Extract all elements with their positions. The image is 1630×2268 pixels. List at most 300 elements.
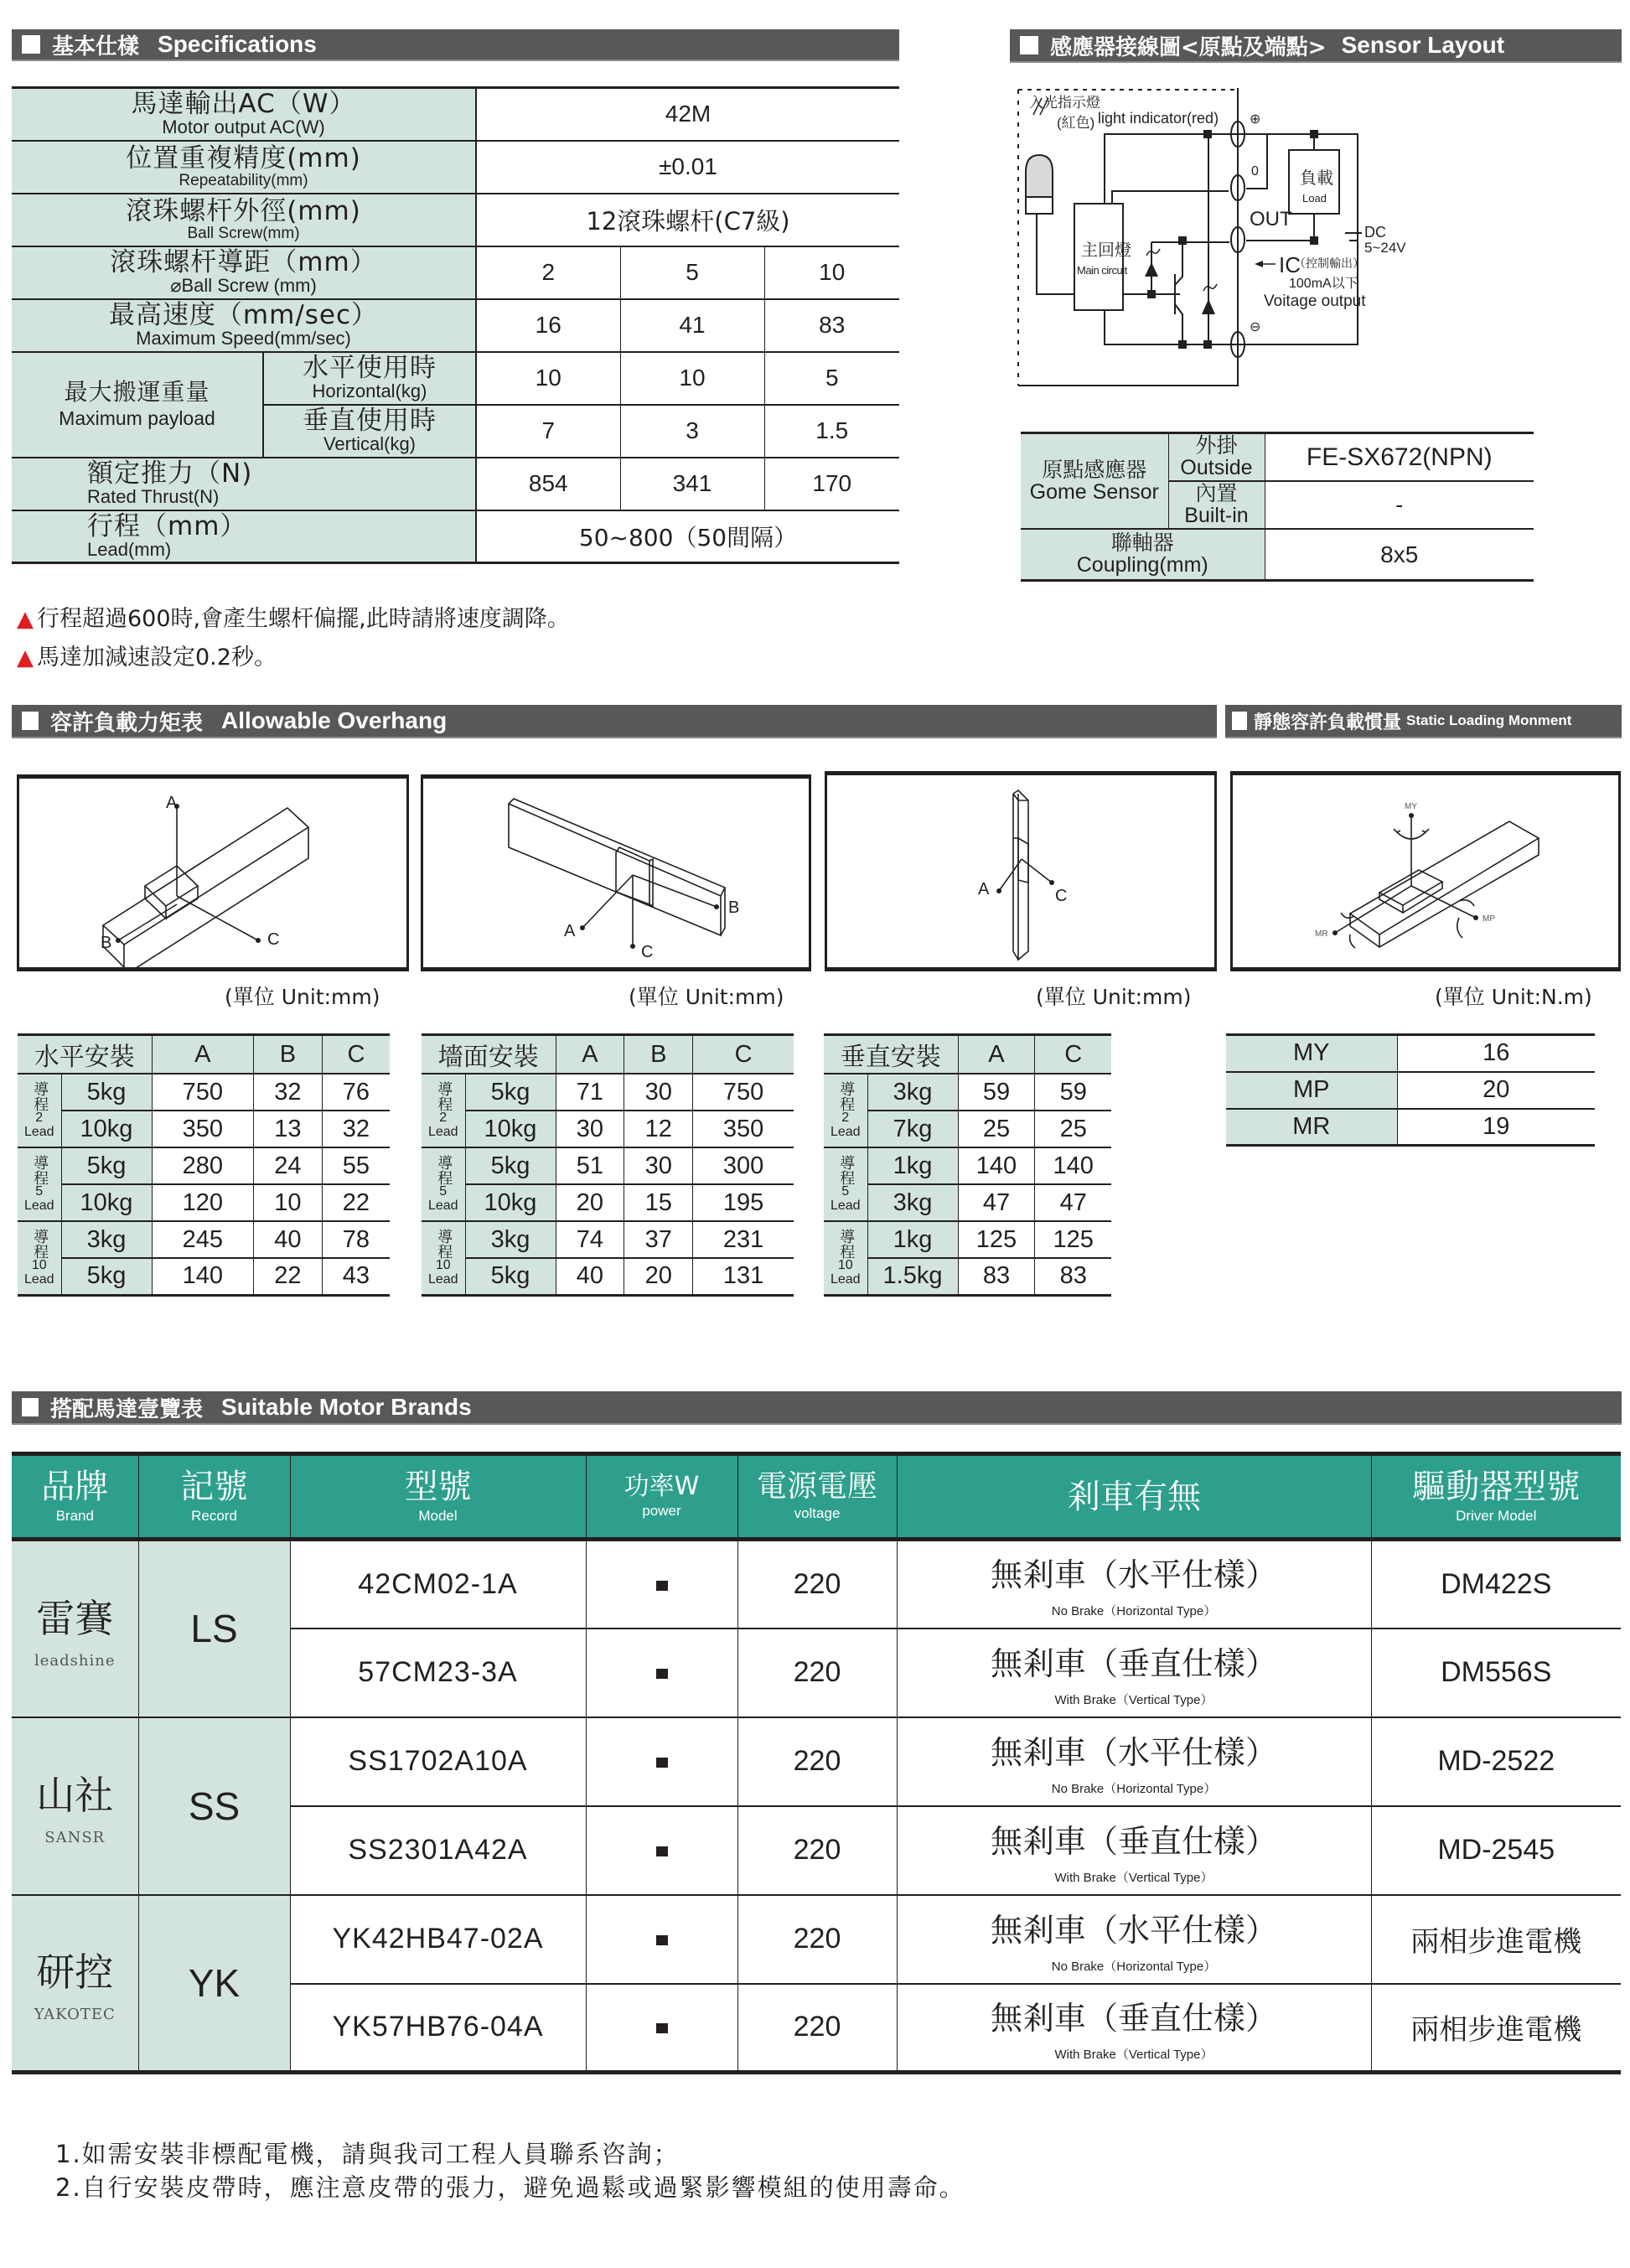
coupling-value: 8x5 — [1265, 529, 1534, 581]
col-brake — [897, 1454, 1371, 1540]
brand-name-en: leadshine — [34, 1651, 116, 1670]
section-title-zh: 容許負載力矩表 — [50, 710, 204, 736]
plus-terminal-icon: ⊕ — [1250, 112, 1261, 127]
square-bullet-icon — [22, 712, 39, 730]
overhang-data-row — [824, 1184, 1111, 1221]
label-zh: 水平使用時 — [303, 353, 437, 383]
spec-row-repeatability — [12, 141, 899, 194]
column-header: C — [693, 1035, 794, 1074]
mount-type-header: 垂直安裝 — [824, 1035, 958, 1074]
column-header: A — [958, 1035, 1035, 1074]
load-weight: 1kg — [867, 1147, 958, 1184]
indicator-label-en: light indicator(red) — [1098, 110, 1219, 127]
brake-zh: 無剎車（水平仕樣） — [990, 1733, 1277, 1771]
label-zh: 位置重複精度(mm) — [126, 142, 361, 173]
spec-row-thrust — [12, 458, 899, 510]
load-zh: 負載 — [1300, 169, 1333, 188]
overhang-value: 140 — [152, 1258, 254, 1295]
dash-icon — [656, 1846, 668, 1856]
overhang-value: 30 — [624, 1147, 693, 1184]
spec-value: 16 — [476, 299, 620, 352]
spec-value: 341 — [620, 458, 764, 510]
lead-label-zh: 導程 — [435, 1155, 453, 1186]
overhang-value: 24 — [254, 1147, 323, 1184]
overhang-value: 40 — [254, 1221, 323, 1258]
lead-label — [422, 1147, 465, 1221]
ic-current: 100mA以下 — [1289, 277, 1358, 291]
moment-value: 20 — [1397, 1072, 1595, 1109]
dash-icon — [656, 1669, 668, 1679]
brand-name-zh: 山社 — [36, 1773, 114, 1818]
sensor-spec-table — [1021, 432, 1534, 582]
brand-name-en: SANSR — [44, 1829, 106, 1846]
overhang-value: 83 — [1035, 1258, 1111, 1295]
overhang-value: 32 — [254, 1074, 323, 1111]
lead-label-zh: 導程 — [837, 1155, 856, 1186]
label-zh: 滾珠螺杆導距（mm） — [110, 247, 377, 277]
brake-en: No Brake（Horizontal Type） — [1051, 1959, 1217, 1974]
brand-name-en: YAKOTEC — [34, 2006, 116, 2024]
dash-icon — [656, 2023, 668, 2033]
header-zh: 型號 — [404, 1467, 472, 1506]
spec-value: 42M — [476, 88, 899, 141]
col-brand — [12, 1454, 138, 1540]
overhang-data-row — [18, 1258, 390, 1295]
lead-label-zh: 導程 — [837, 1081, 856, 1112]
overhang-value: 25 — [1035, 1111, 1111, 1147]
power-cell — [586, 1806, 737, 1895]
header-en: Brand — [55, 1507, 94, 1524]
spec-row-stroke — [12, 510, 899, 563]
overhang-value: 13 — [254, 1111, 323, 1147]
header-en: voltage — [794, 1505, 841, 1522]
power-cell — [586, 1895, 737, 1984]
section-title-zh: 基本仕樣 — [52, 34, 140, 60]
note-1 — [17, 600, 570, 633]
spec-value: 5 — [764, 352, 899, 405]
spec-value: 1.5 — [764, 405, 899, 458]
moment-row — [1226, 1072, 1595, 1109]
moment-label-my: MY — [1405, 802, 1417, 811]
wall-mount-diagram — [421, 774, 811, 971]
overhang-data-row — [18, 1184, 390, 1221]
label-en: Horizontal(kg) — [312, 381, 427, 401]
column-header: C — [1035, 1035, 1111, 1074]
label-en: ⌀Ball Screw (mm) — [170, 275, 317, 296]
overhang-value: 51 — [556, 1147, 624, 1184]
overhang-value: 59 — [1035, 1074, 1111, 1111]
overhang-value: 40 — [556, 1258, 624, 1295]
horizontal-mount-diagram — [17, 774, 409, 971]
overhang-data-row — [18, 1221, 390, 1258]
sensor-row-coupling — [1021, 529, 1534, 581]
wall-mount-table — [422, 1033, 794, 1297]
overhang-value: 20 — [556, 1184, 624, 1221]
spec-row-lead — [12, 246, 899, 299]
load-weight: 7kg — [867, 1111, 958, 1147]
load-weight: 1kg — [867, 1221, 958, 1258]
axis-label-b: B — [101, 934, 112, 952]
overhang-value: 78 — [322, 1221, 390, 1258]
label-zh: 垂直使用時 — [303, 406, 437, 436]
section-title-zh: 靜態容許負載慣量 — [1254, 712, 1402, 733]
overhang-value: 131 — [693, 1258, 794, 1295]
brake-cell — [897, 1895, 1371, 1984]
section-title-en: Static Loading Monment — [1406, 712, 1572, 728]
overhang-value: 25 — [958, 1111, 1035, 1147]
label-en: Rated Thrust(N) — [87, 486, 220, 507]
sensor-row-outside — [1021, 433, 1534, 481]
axis-label-a: A — [978, 880, 990, 898]
axis-label-c: C — [267, 930, 280, 949]
label-zh: 外掛 — [1195, 433, 1238, 458]
label-zh: 行程（mm） — [87, 510, 247, 541]
brake-en: With Brake（Vertical Type） — [1054, 1870, 1213, 1885]
brake-zh: 無剎車（垂直仕樣） — [990, 1644, 1277, 1682]
voltage-value: 220 — [737, 1984, 897, 2073]
motor-row — [12, 1717, 1621, 1806]
axis-label-b: B — [728, 898, 740, 917]
driver-model: DM422S — [1371, 1540, 1621, 1629]
header-en: power — [642, 1503, 681, 1520]
column-header: B — [624, 1035, 693, 1074]
specifications-section-header — [12, 29, 899, 61]
label-zh: 額定推力（N) — [87, 458, 253, 489]
label-zh: 馬達輸出AC（W） — [131, 89, 356, 120]
label-en: Gome Sensor — [1029, 479, 1159, 504]
lead-value: 10 — [837, 1257, 853, 1272]
brake-zh: 無剎車（垂直仕樣） — [990, 1822, 1277, 1860]
load-weight: 3kg — [867, 1184, 958, 1221]
load-weight: 3kg — [61, 1221, 152, 1258]
lead-label — [824, 1221, 867, 1295]
square-bullet-icon — [1020, 36, 1038, 54]
lead-label-en: Lead — [830, 1271, 861, 1287]
label-en: Motor output AC(W) — [162, 117, 325, 138]
overhang-value: 350 — [152, 1111, 254, 1147]
header-zh: 驅動器型號 — [1412, 1467, 1581, 1506]
lead-value: 2 — [841, 1111, 850, 1126]
note-text: 行程超過600時,會產生螺杆偏擺,此時請將速度調降。 — [37, 606, 570, 632]
col-driver — [1371, 1454, 1621, 1540]
overhang-value: 245 — [152, 1221, 254, 1258]
sensor-section-header — [1010, 29, 1622, 63]
note-2 — [17, 639, 277, 671]
model-number: YK57HB76-04A — [290, 1984, 586, 2073]
header-zh: 電源電壓 — [756, 1468, 877, 1504]
label-zh: 滾珠螺杆外徑(mm) — [126, 195, 361, 226]
overhang-value: 74 — [556, 1221, 624, 1258]
overhang-data-row — [422, 1258, 794, 1295]
load-weight: 3kg — [465, 1221, 556, 1258]
moment-name: MY — [1226, 1035, 1397, 1072]
overhang-data-row — [18, 1074, 390, 1111]
load-weight: 5kg — [61, 1258, 152, 1295]
column-header: B — [254, 1035, 323, 1074]
lead-label — [18, 1147, 61, 1221]
outside-value: FE-SX672(NPN) — [1265, 433, 1534, 481]
motor-brands-table — [12, 1452, 1621, 2074]
motor-table-header — [12, 1454, 1621, 1540]
section-title-zh: 搭配馬達壹覽表 — [50, 1396, 204, 1422]
coupling-label — [1021, 529, 1265, 581]
label-en: Maximum Speed(mm/sec) — [136, 328, 351, 349]
section-title-en: Suitable Motor Brands — [221, 1394, 472, 1420]
col-model — [290, 1454, 586, 1540]
driver-model: MD-2545 — [1371, 1806, 1621, 1895]
overhang-header-row — [422, 1035, 794, 1074]
record-code: SS — [138, 1717, 290, 1895]
moment-row — [1226, 1109, 1595, 1146]
brake-zh: 無剎車（水平仕樣） — [990, 1556, 1277, 1594]
load-weight: 5kg — [61, 1074, 152, 1111]
ic-note: （控制輸出） — [1294, 256, 1364, 270]
load-weight: 5kg — [465, 1147, 556, 1184]
mount-type-header: 水平安裝 — [18, 1035, 152, 1074]
spec-value: 10 — [764, 246, 899, 299]
column-header: A — [152, 1035, 254, 1074]
spec-label — [12, 458, 476, 510]
dash-icon — [656, 1758, 668, 1768]
load-weight: 5kg — [465, 1258, 556, 1295]
lead-value: 10 — [435, 1257, 451, 1272]
load-weight: 1.5kg — [867, 1258, 958, 1295]
spec-row-motor-output — [12, 88, 899, 141]
brake-cell — [897, 1629, 1371, 1717]
motor-row — [12, 1895, 1621, 1984]
label-en: Vertical(kg) — [323, 433, 417, 454]
warning-triangle-icon: ▲ — [17, 645, 34, 671]
load-weight: 10kg — [465, 1184, 556, 1221]
overhang-section-header — [12, 705, 1217, 738]
lead-label-zh: 導程 — [435, 1228, 453, 1259]
label-zh: 最大搬運重量 — [64, 378, 210, 406]
arrow-left-icon — [1255, 261, 1263, 267]
overhang-value: 140 — [958, 1147, 1035, 1184]
spec-value: 7 — [476, 405, 620, 458]
overhang-data-row — [824, 1074, 1111, 1111]
diode-icon — [1145, 262, 1158, 277]
moment-label-mp: MP — [1483, 914, 1495, 924]
spec-row-ball-screw — [12, 194, 899, 246]
overhang-value: 83 — [958, 1258, 1035, 1295]
header-zh: 記號 — [180, 1467, 248, 1506]
spec-value: 83 — [764, 299, 899, 352]
brake-en: No Brake（Horizontal Type） — [1051, 1604, 1217, 1619]
moment-name: MR — [1226, 1109, 1397, 1146]
brand-name-zh: 雷賽 — [36, 1595, 114, 1641]
origin-sensor-label — [1021, 433, 1168, 529]
header-zh: 功率W — [624, 1471, 700, 1501]
lead-value: 5 — [439, 1184, 448, 1199]
overhang-value: 280 — [152, 1147, 254, 1184]
voltage-value: 220 — [737, 1540, 897, 1629]
section-title-zh: 感應器接線圖<原點及端點> — [1050, 34, 1327, 60]
voltage-value: 220 — [737, 1629, 897, 1717]
overhang-data-row — [18, 1147, 390, 1184]
overhang-value: 195 — [693, 1184, 794, 1221]
voltage-value: 220 — [737, 1717, 897, 1806]
label-en: Lead(mm) — [87, 538, 172, 560]
overhang-value: 750 — [693, 1074, 794, 1111]
driver-model: MD-2522 — [1371, 1717, 1621, 1806]
spec-value: 3 — [620, 405, 764, 458]
moment-row — [1226, 1035, 1595, 1072]
brake-zh: 無剎車（垂直仕樣） — [990, 1999, 1277, 2037]
overhang-data-row — [824, 1111, 1111, 1147]
overhang-value: 43 — [322, 1258, 390, 1295]
overhang-value: 59 — [958, 1074, 1035, 1111]
axis-label-c: C — [1055, 887, 1068, 905]
label-en: Built-in — [1184, 504, 1249, 527]
lead-value: 5 — [35, 1184, 44, 1199]
overhang-data-row — [422, 1184, 794, 1221]
lead-label-en: Lead — [23, 1199, 54, 1213]
lead-value: 5 — [841, 1184, 850, 1199]
overhang-data-row — [18, 1111, 390, 1147]
overhang-value: 125 — [1035, 1221, 1111, 1258]
overhang-value: 750 — [152, 1074, 254, 1111]
lead-value: 10 — [31, 1257, 47, 1272]
spec-label — [12, 194, 476, 246]
spec-row-max-speed — [12, 299, 899, 352]
load-weight: 10kg — [61, 1111, 152, 1147]
brake-zh: 無剎車（水平仕樣） — [990, 1911, 1277, 1949]
header-en: Driver Model — [1456, 1507, 1537, 1524]
sensor-wiring-diagram — [1006, 80, 1475, 398]
overhang-value: 76 — [322, 1074, 390, 1111]
spec-value: 50~800（50間隔） — [476, 510, 899, 563]
horizontal-mount-table — [18, 1033, 390, 1297]
unit-label-horizontal: (單位 Unit:mm) — [225, 985, 380, 1009]
dc-range: 5~24V — [1364, 240, 1406, 256]
footer-note-1: 1.如需安裝非標配電機，請與我司工程人員聯系咨詢； — [55, 2140, 680, 2168]
col-voltage — [737, 1454, 897, 1540]
dash-icon — [656, 1935, 668, 1945]
brake-en: With Brake（Vertical Type） — [1054, 2047, 1213, 2062]
vertical-mount-diagram — [825, 771, 1217, 971]
label-zh: 最高速度（mm/sec） — [108, 300, 379, 330]
lead-label-zh: 導程 — [31, 1228, 49, 1259]
load-weight: 10kg — [465, 1111, 556, 1147]
spec-value: 854 — [476, 458, 620, 510]
power-cell — [586, 1717, 737, 1806]
overhang-value: 30 — [556, 1111, 624, 1147]
lead-label-en: Lead — [23, 1271, 54, 1287]
lead-label-en: Lead — [830, 1125, 861, 1139]
spec-value: 2 — [476, 246, 620, 299]
label-en: Ball Screw(mm) — [187, 224, 300, 242]
unit-label-static: (單位 Unit:N.m) — [1435, 985, 1592, 1009]
motor-row — [12, 1540, 1621, 1629]
brake-cell — [897, 1984, 1371, 2073]
label-en: Repeatability(mm) — [179, 171, 308, 189]
overhang-data-row — [824, 1221, 1111, 1258]
payload-vertical-label — [263, 405, 476, 458]
label-en: Outside — [1180, 456, 1253, 480]
overhang-value: 22 — [322, 1184, 390, 1221]
diode-icon — [1202, 299, 1215, 314]
spec-label — [12, 510, 476, 563]
spec-value: 41 — [620, 299, 764, 352]
overhang-data-row — [422, 1221, 794, 1258]
specifications-table — [12, 86, 899, 564]
mount-type-header: 墻面安裝 — [422, 1035, 556, 1074]
unit-label-vertical: (單位 Unit:mm) — [1036, 985, 1192, 1009]
moment-value: 19 — [1397, 1109, 1595, 1146]
overhang-header-row — [18, 1035, 390, 1074]
square-bullet-icon — [22, 1398, 39, 1416]
static-moment-table — [1226, 1033, 1595, 1147]
lead-label-zh: 導程 — [31, 1081, 49, 1112]
overhang-value: 71 — [556, 1074, 624, 1111]
model-number: SS1702A10A — [290, 1717, 586, 1806]
load-weight: 5kg — [61, 1147, 152, 1184]
model-number: YK42HB47-02A — [290, 1895, 586, 1984]
column-header: C — [322, 1035, 390, 1074]
lead-label-zh: 導程 — [435, 1081, 453, 1112]
driver-model: 兩相步進電機 — [1410, 2014, 1582, 2047]
lead-label — [18, 1074, 61, 1147]
indicator-color-zh: (紅色) — [1057, 115, 1095, 131]
moment-value: 16 — [1397, 1035, 1595, 1072]
lead-label — [824, 1147, 867, 1221]
zero-terminal-label: 0 — [1251, 164, 1259, 179]
vertical-mount-table — [824, 1033, 1111, 1297]
builtin-label — [1168, 481, 1265, 529]
lead-value: 2 — [439, 1111, 448, 1126]
dc-label: DC — [1364, 224, 1386, 241]
overhang-value: 300 — [693, 1147, 794, 1184]
overhang-data-row — [824, 1258, 1111, 1295]
power-cell — [586, 1629, 737, 1717]
brake-cell — [897, 1717, 1371, 1806]
moment-label-mr: MR — [1315, 929, 1328, 939]
col-record — [138, 1454, 290, 1540]
load-weight: 5kg — [465, 1074, 556, 1111]
main-circuit-zh: 主回燈 — [1081, 241, 1131, 260]
label-en: Coupling(mm) — [1076, 553, 1208, 577]
section-title-en: Specifications — [158, 31, 317, 57]
brake-en: With Brake（Vertical Type） — [1054, 1692, 1213, 1707]
brake-cell — [897, 1806, 1371, 1895]
spec-row-payload-horizontal — [12, 352, 899, 405]
brand-name-zh: 研控 — [36, 1950, 114, 1996]
lead-label-en: Lead — [23, 1125, 54, 1139]
overhang-value: 15 — [624, 1184, 693, 1221]
power-cell — [586, 1984, 737, 2073]
moment-name: MP — [1226, 1072, 1397, 1109]
lead-label-en: Lead — [830, 1199, 861, 1213]
column-header: A — [556, 1035, 624, 1074]
overhang-value: 231 — [693, 1221, 794, 1258]
lead-label — [18, 1221, 61, 1295]
ic-label: IC — [1279, 252, 1301, 277]
note-text: 馬達加減速設定0.2秒。 — [37, 645, 277, 671]
brand-cell — [12, 1895, 138, 2073]
section-title-en: Allowable Overhang — [221, 707, 448, 733]
overhang-data-row — [422, 1111, 794, 1147]
brake-cell — [897, 1540, 1371, 1629]
axis-label-a: A — [564, 922, 576, 940]
square-bullet-icon — [1232, 712, 1247, 730]
col-power — [586, 1454, 737, 1540]
spec-label — [12, 299, 476, 352]
axis-label-a: A — [166, 794, 178, 812]
record-code: YK — [138, 1895, 290, 2073]
overhang-value: 47 — [958, 1184, 1035, 1221]
overhang-value: 30 — [624, 1074, 693, 1111]
